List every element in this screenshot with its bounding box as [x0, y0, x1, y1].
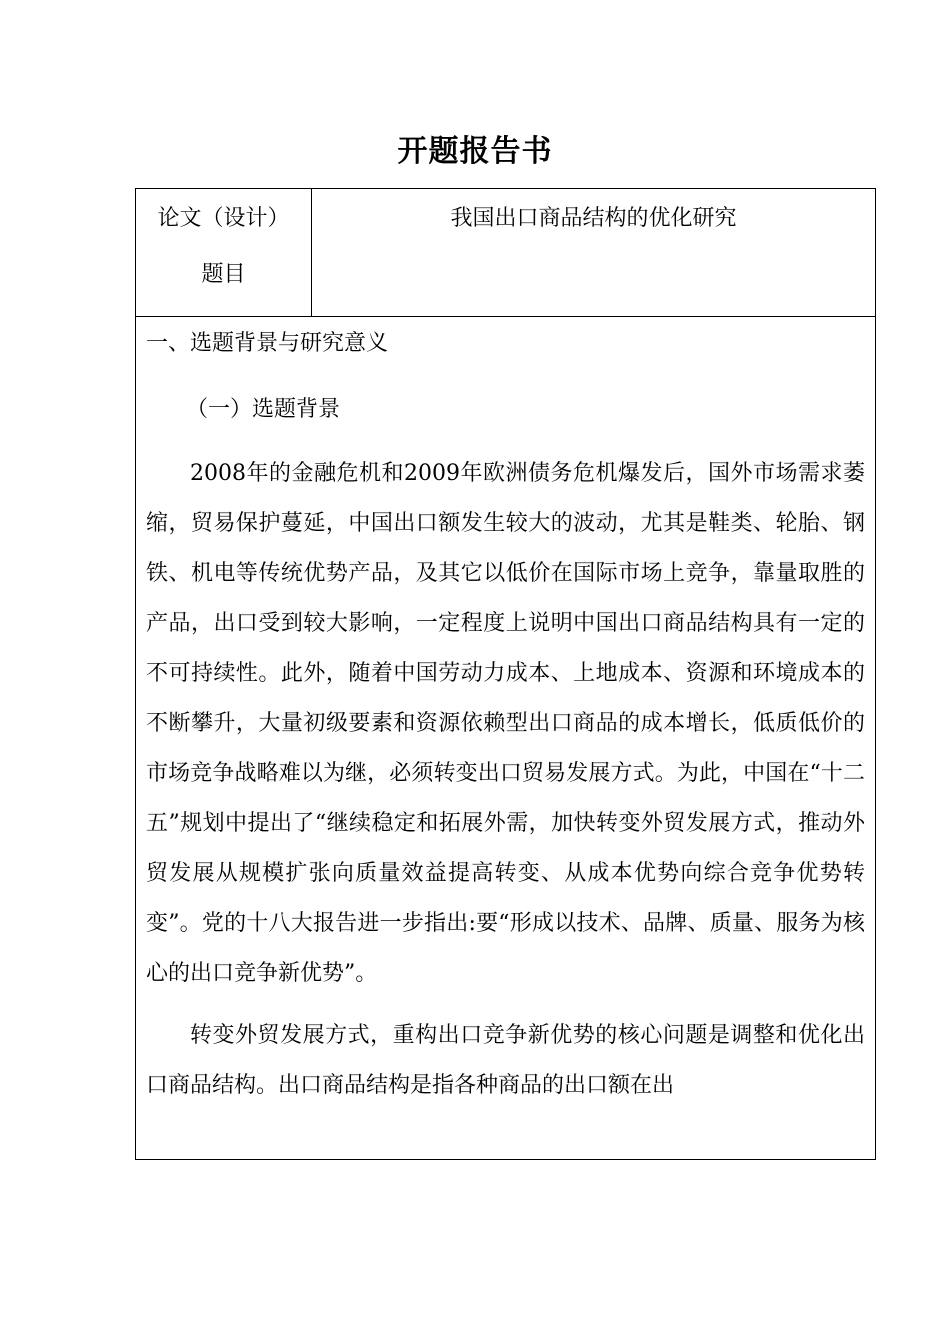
body-paragraph-2: 转变外贸发展方式，重构出口竞争新优势的核心问题是调整和优化出口商品结构。出口商品结构是指各种商品的出口额在出 [146, 1023, 865, 1098]
topic-label-line1: 论文（设计） [157, 206, 290, 231]
subsection-heading: （一）选题背景 [186, 397, 341, 422]
background-section-cell [136, 317, 875, 1159]
proposal-form-table [135, 188, 876, 1160]
body-paragraph-1: 2008年的金融危机和2009年欧洲债务危机爆发后，国外市场需求萎缩，贸易保护蔓延，中国出口额发生较大的波动，尤其是鞋类、轮胎、钢铁、机电等传统优势产品，及其它以低价在国际市场上竞争，靠量取胜的产品，出口受到较大影响，一定程度上说明中国出口商品结构具有一定的不可持续性。此外，随着中国劳动力成本、上地成本、资源和环境成本的不断攀升，大量初级要素和资源依赖型出口商品的成本增长，低质低价的市场竞争战略难以为继，必须转变出口贸易发展方式。为此，中国在“十二五”规划中提出了“继续稳定和拓展外需，加快转变外贸发展方式，推动外贸发展从规模扩张向质量效益提高转变、从成本优势向综合竞争优势转变”。党的十八大报告进一步指出:要“形成以技术、品牌、质量、服务为核心的出口竞争新优势”。 [146, 461, 865, 986]
section-heading: 一、选题背景与研究意义 [146, 331, 389, 356]
topic-row [136, 189, 875, 317]
document-title: 开题报告书 [397, 134, 553, 169]
topic-value-cell: 我国出口商品结构的优化研究 [450, 206, 737, 231]
topic-label-cell [136, 189, 312, 316]
topic-label-line2: 题目 [201, 262, 246, 287]
